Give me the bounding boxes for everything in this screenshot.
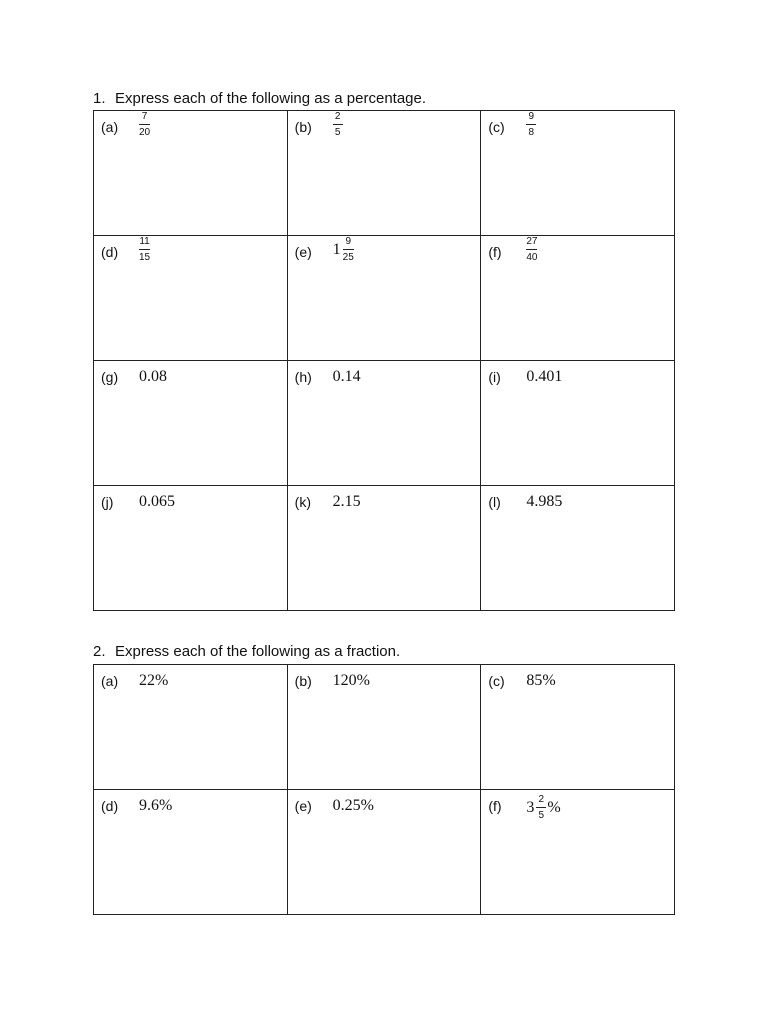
- q2-e-label: (e): [294, 798, 312, 814]
- q2-cell-b: [287, 665, 481, 790]
- q1-h-value: 0.14: [332, 368, 361, 385]
- q1-b-denominator: 5: [334, 127, 341, 138]
- q1-l-value: 4.985: [526, 493, 563, 510]
- q1-b-numerator: 2: [334, 111, 341, 122]
- question-1-row-4: [94, 486, 675, 611]
- question-2-heading: [93, 643, 400, 660]
- q2-cell-d: [94, 790, 288, 915]
- q1-e-whole: 1: [332, 240, 341, 258]
- q1-b-label: (b): [294, 119, 312, 135]
- q1-cell-k: [287, 486, 481, 611]
- q1-d-denominator: 15: [139, 252, 151, 263]
- q1-a-numerator: 7: [141, 111, 148, 122]
- q1-f-denominator: 40: [526, 252, 538, 263]
- q1-h-label: (h): [294, 369, 312, 385]
- q1-cell-e: [287, 236, 481, 361]
- q1-i-label: (i): [488, 369, 501, 385]
- q1-i-value: 0.401: [526, 368, 563, 385]
- question-1-heading: [93, 90, 426, 107]
- q1-cell-c: [481, 111, 675, 236]
- q2-f-label: (f): [488, 798, 502, 814]
- question-2-row-1: [94, 665, 675, 790]
- q1-k-label: (k): [294, 494, 311, 510]
- q1-d-numerator: 11: [139, 236, 150, 247]
- q2-f-mixed-percent: [526, 794, 560, 821]
- q2-c-value: 85%: [526, 672, 556, 689]
- q2-a-label: (a): [101, 673, 119, 689]
- q1-c-denominator: 8: [528, 127, 535, 138]
- q1-cell-h: [287, 361, 481, 486]
- question-2-grid: [93, 664, 675, 915]
- q1-c-fraction: [526, 111, 536, 138]
- q1-cell-l: [481, 486, 675, 611]
- q1-d-fraction: [139, 236, 150, 263]
- q1-cell-d: [94, 236, 288, 361]
- question-1-number: 1.: [93, 90, 106, 107]
- q1-f-label: (f): [488, 244, 502, 260]
- q1-cell-a: [94, 111, 288, 236]
- q1-e-mixed-number: [333, 236, 354, 263]
- q1-d-label: (d): [101, 244, 119, 260]
- q2-cell-c: [481, 665, 675, 790]
- q1-cell-i: [481, 361, 675, 486]
- q1-l-label: (l): [488, 494, 501, 510]
- q2-f-numerator: 2: [538, 794, 545, 805]
- question-1-row-3: [94, 361, 675, 486]
- q1-j-value: 0.065: [139, 493, 175, 510]
- q2-a-value: 22%: [139, 672, 169, 689]
- q1-c-numerator: 9: [528, 111, 535, 122]
- q2-d-label: (d): [101, 798, 119, 814]
- q1-e-label: (e): [294, 244, 312, 260]
- q1-g-label: (g): [101, 369, 119, 385]
- question-1-grid: [93, 110, 675, 611]
- q2-e-value: 0.25%: [332, 797, 374, 814]
- q2-b-value: 120%: [332, 672, 370, 689]
- q1-f-numerator: 27: [526, 236, 538, 247]
- q1-j-label: (j): [101, 494, 114, 510]
- q1-c-label: (c): [488, 119, 505, 135]
- q2-c-label: (c): [488, 673, 505, 689]
- q1-cell-b: [287, 111, 481, 236]
- q1-f-fraction: [526, 236, 537, 263]
- q1-e-denominator: 25: [342, 252, 354, 263]
- q2-b-label: (b): [294, 673, 312, 689]
- q1-b-fraction: [333, 111, 343, 138]
- question-1-text: Express each of the following as a percentage.: [115, 90, 427, 107]
- q2-cell-a: [94, 665, 288, 790]
- q2-f-whole: 3: [526, 798, 535, 816]
- q1-cell-j: [94, 486, 288, 611]
- question-2-row-2: [94, 790, 675, 915]
- question-1-row-2: [94, 236, 675, 361]
- q1-k-value: 2.15: [332, 493, 361, 510]
- q2-cell-e: [287, 790, 481, 915]
- q1-g-value: 0.08: [139, 368, 167, 385]
- q1-a-denominator: 20: [139, 127, 151, 138]
- q1-cell-f: [481, 236, 675, 361]
- question-2-number: 2.: [93, 643, 106, 660]
- question-1-row-1: [94, 111, 675, 236]
- q1-e-numerator: 9: [345, 236, 351, 247]
- q1-a-label: (a): [101, 119, 119, 135]
- q2-d-value: 9.6%: [139, 797, 173, 814]
- q1-cell-g: [94, 361, 288, 486]
- question-2-text: Express each of the following as a fraction.: [115, 643, 401, 660]
- q2-f-percent-sign: %: [547, 798, 561, 816]
- q2-f-denominator: 5: [538, 810, 545, 821]
- q2-cell-f: [481, 790, 675, 915]
- q1-a-fraction: [139, 111, 150, 138]
